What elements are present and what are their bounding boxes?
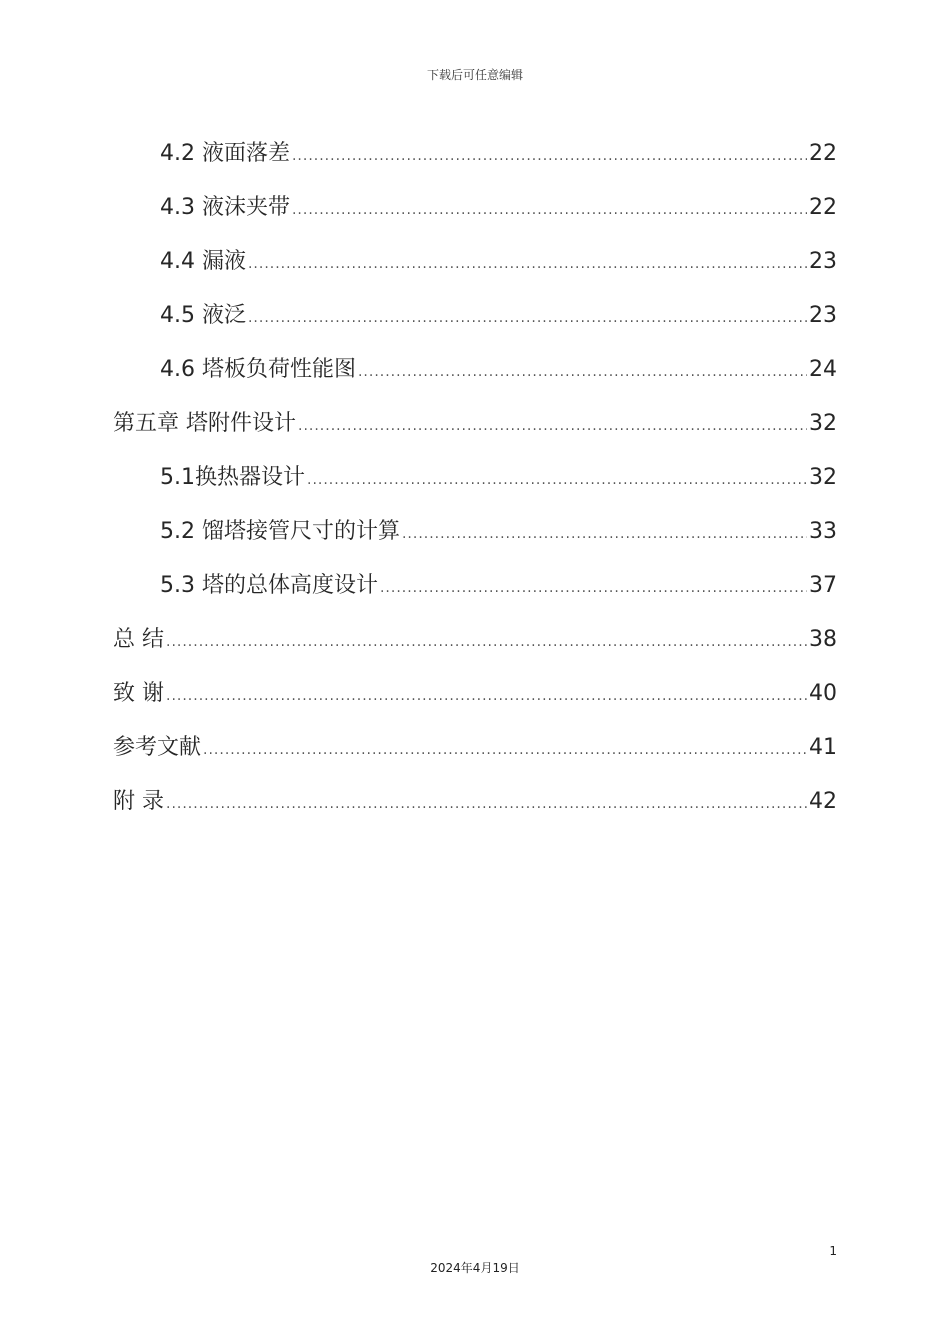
toc-entry[interactable] [113,244,837,298]
toc-entry-page: 41 [809,735,837,760]
toc-entry-label: 第五章 塔附件设计 [113,411,296,436]
toc-entry-page: 33 [809,519,837,544]
toc-entry[interactable] [113,352,837,406]
toc-entry[interactable] [113,136,837,190]
toc-entry-page: 42 [809,789,837,814]
footer-date: 2024年4月19日 [430,1261,520,1275]
toc-entry-label: 4.6 塔板负荷性能图 [160,357,356,382]
toc-entry-label: 4.5 液泛 [160,303,246,328]
toc-entry-page: 32 [809,411,837,436]
toc-entry[interactable] [113,514,837,568]
dot-leader [380,570,807,606]
toc-entry-page: 23 [809,249,837,274]
toc-entry-page: 40 [809,681,837,706]
toc-entry-label: 5.1换热器设计 [160,465,305,490]
dot-leader [402,516,807,552]
toc-entry[interactable] [113,568,837,622]
toc-entry-label: 4.2 液面落差 [160,141,290,166]
toc-entry[interactable] [113,622,837,676]
dot-leader [248,246,807,282]
toc-entry[interactable] [113,298,837,352]
dot-leader [292,192,807,228]
toc-entry[interactable] [113,730,837,784]
toc-entry-page: 22 [809,195,837,220]
toc-entry-page: 32 [809,465,837,490]
dot-leader [203,732,807,768]
toc-entry-page: 37 [809,573,837,598]
toc-entry[interactable] [113,784,837,838]
toc-entry[interactable] [113,676,837,730]
toc-entry-label: 致 谢 [113,681,164,706]
toc-entry-label: 总 结 [113,627,164,652]
toc-entry-page: 24 [809,357,837,382]
toc-entry-page: 38 [809,627,837,652]
toc-entry[interactable] [113,406,837,460]
page-number: 1 [829,1244,837,1258]
dot-leader [248,300,807,336]
toc-entry-label: 参考文献 [113,735,202,760]
dot-leader [298,408,807,444]
dot-leader [166,678,807,714]
dot-leader [292,138,807,174]
dot-leader [166,786,807,822]
dot-leader [358,354,807,390]
toc-entry-page: 23 [809,303,837,328]
dot-leader [307,462,807,498]
toc-entry-label: 4.4 漏液 [160,249,246,274]
toc-entry-label: 5.2 馏塔接管尺寸的计算 [160,519,400,544]
toc-entry[interactable] [113,190,837,244]
toc-entry-label: 5.3 塔的总体高度设计 [160,573,378,598]
toc-entry[interactable] [113,460,837,514]
toc-entry-page: 22 [809,141,837,166]
table-of-contents [113,136,837,838]
toc-entry-label: 4.3 液沫夹带 [160,195,290,220]
header-note: 下载后可任意编辑 [426,68,523,82]
dot-leader [166,624,807,660]
toc-entry-label: 附 录 [113,789,164,814]
